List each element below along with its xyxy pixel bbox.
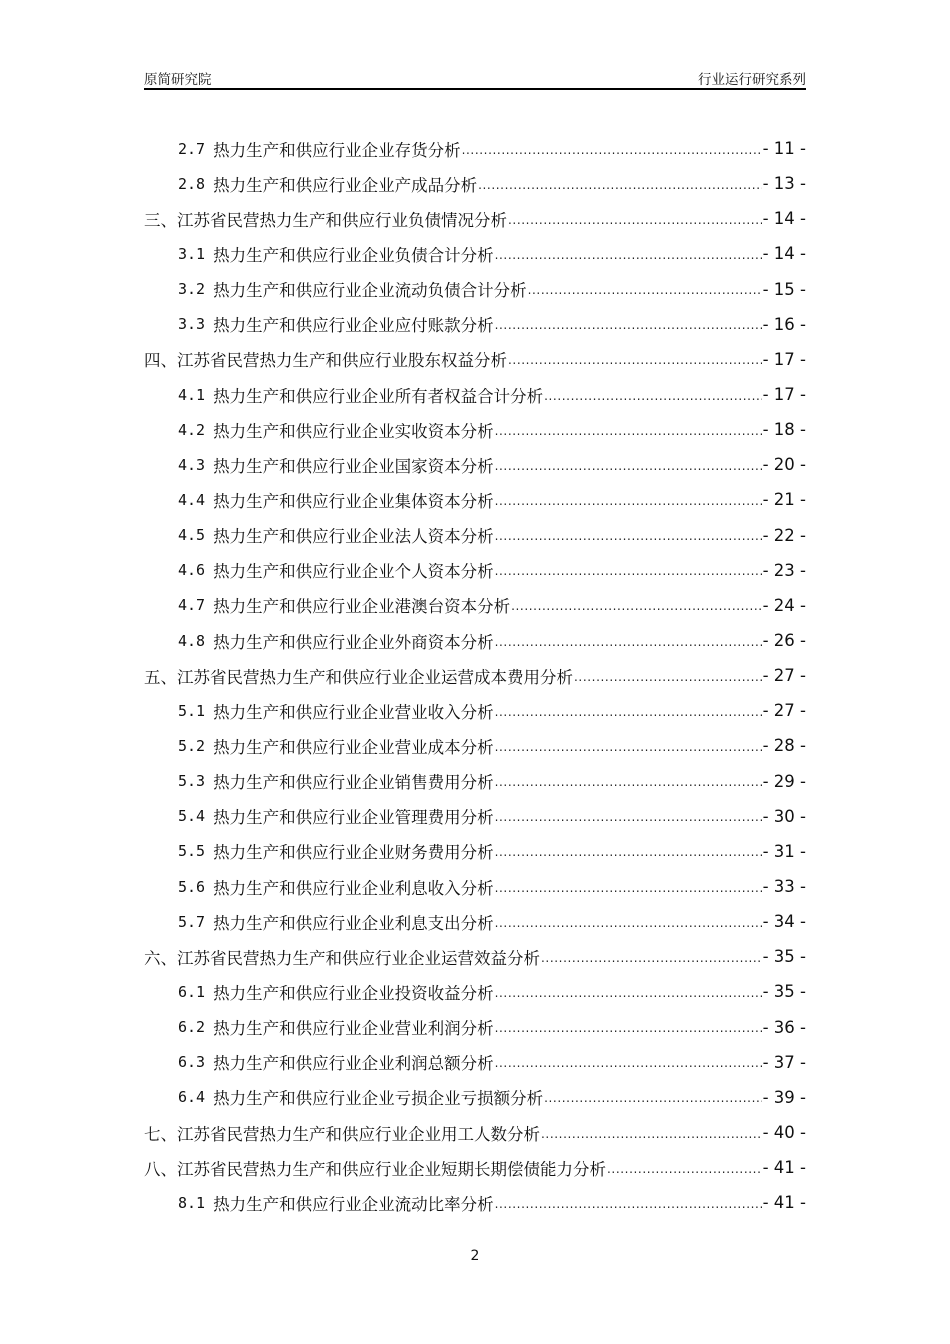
toc-entry-number: 6.1 [178, 982, 206, 1001]
header-divider [144, 88, 806, 90]
toc-entry[interactable] [144, 1080, 806, 1115]
toc-entry[interactable] [144, 131, 806, 166]
toc-entry-page: - 20 - [762, 455, 806, 475]
toc-entry-title: 四、江苏省民营热力生产和供应行业股东权益分析 [144, 351, 507, 371]
toc-entry-page: - 14 - [762, 209, 806, 229]
toc-entry-title: 热力生产和供应行业企业法人资本分析 [213, 527, 494, 547]
toc-entry[interactable] [144, 1185, 806, 1220]
toc-entry-number: 3.1 [178, 244, 206, 263]
toc-entry[interactable] [144, 201, 806, 236]
dot-leader [511, 595, 762, 615]
toc-entry-page: - 27 - [762, 666, 806, 686]
dot-leader [495, 420, 762, 440]
toc-entry-number: 2.7 [178, 139, 206, 158]
dot-leader [544, 385, 762, 405]
toc-entry[interactable] [144, 658, 806, 693]
dot-leader [495, 1052, 762, 1072]
toc-entry-number: 4.6 [178, 561, 206, 580]
dot-leader [495, 736, 762, 756]
toc-entry-title: 热力生产和供应行业企业负债合计分析 [213, 245, 494, 265]
toc-entry-page: - 30 - [762, 806, 806, 826]
toc-entry-number: 4.7 [178, 596, 206, 615]
toc-entry-page: - 14 - [762, 244, 806, 264]
toc-entry-title: 热力生产和供应行业企业所有者权益合计分析 [213, 386, 544, 406]
toc-entry-number: 4.3 [178, 455, 206, 474]
toc-entry-page: - 22 - [762, 525, 806, 545]
toc-entry-title: 五、江苏省民营热力生产和供应行业企业运营成本费用分析 [144, 667, 573, 687]
dot-leader [508, 349, 762, 369]
dot-leader [574, 666, 762, 686]
dot-leader [528, 279, 762, 299]
dot-leader [495, 806, 762, 826]
toc-entry-title: 热力生产和供应行业企业集体资本分析 [213, 491, 494, 511]
toc-entry-page: - 17 - [762, 385, 806, 405]
toc-entry-page: - 35 - [762, 982, 806, 1002]
toc-entry[interactable] [144, 412, 806, 447]
toc-entry-title: 热力生产和供应行业企业投资收益分析 [213, 983, 494, 1003]
toc-entry[interactable] [144, 1010, 806, 1045]
toc-entry-number: 3.2 [178, 280, 206, 299]
toc-entry[interactable] [144, 272, 806, 307]
toc-entry-page: - 15 - [762, 279, 806, 299]
toc-entry-title: 热力生产和供应行业企业存货分析 [213, 140, 461, 160]
toc-entry-number: 6.3 [178, 1053, 206, 1072]
toc-entry-number: 4.2 [178, 420, 206, 439]
dot-leader [495, 490, 762, 510]
toc-entry-number: 4.8 [178, 631, 206, 650]
toc-entry-page: - 29 - [762, 771, 806, 791]
toc-entry[interactable] [144, 553, 806, 588]
dot-leader [495, 771, 762, 791]
toc-entry-page: - 37 - [762, 1052, 806, 1072]
toc-entry-number: 4.4 [178, 490, 206, 509]
toc-entry-number: 5.6 [178, 877, 206, 896]
toc-entry[interactable] [144, 974, 806, 1009]
toc-entry-number: 6.2 [178, 1018, 206, 1037]
toc-entry[interactable] [144, 307, 806, 342]
dot-leader [495, 244, 762, 264]
toc-entry-number: 5.4 [178, 807, 206, 826]
dot-leader [607, 1158, 762, 1178]
toc-entry-title: 热力生产和供应行业企业亏损企业亏损额分析 [213, 1089, 544, 1109]
toc-entry[interactable] [144, 904, 806, 939]
toc-entry-page: - 33 - [762, 877, 806, 897]
page-header [144, 68, 806, 88]
toc-entry[interactable] [144, 166, 806, 201]
dot-leader [478, 174, 762, 194]
toc-entry-page: - 41 - [762, 1193, 806, 1213]
toc-entry-page: - 11 - [762, 139, 806, 159]
toc-entry[interactable] [144, 869, 806, 904]
dot-leader [495, 525, 762, 545]
dot-leader [508, 209, 762, 229]
dot-leader [495, 560, 762, 580]
toc-entry-title: 热力生产和供应行业企业财务费用分析 [213, 843, 494, 863]
page-number: 2 [470, 1248, 480, 1264]
toc-entry[interactable] [144, 518, 806, 553]
toc-entry-number: 5.7 [178, 912, 206, 931]
toc-entry[interactable] [144, 799, 806, 834]
toc-entry-number: 5.2 [178, 736, 206, 755]
toc-entry-title: 热力生产和供应行业企业外商资本分析 [213, 632, 494, 652]
toc-entry-number: 2.8 [178, 174, 206, 193]
toc-entry-title: 热力生产和供应行业企业国家资本分析 [213, 456, 494, 476]
toc-entry-title: 热力生产和供应行业企业营业利润分析 [213, 1019, 494, 1039]
toc-entry-page: - 39 - [762, 1087, 806, 1107]
toc-entry[interactable] [144, 447, 806, 482]
toc-entry-page: - 40 - [762, 1123, 806, 1142]
toc-entry-title: 六、江苏省民营热力生产和供应行业企业运营效益分析 [144, 948, 540, 968]
toc-entry-page: - 26 - [762, 631, 806, 651]
dot-leader [495, 1193, 762, 1213]
toc-entry-page: - 27 - [762, 701, 806, 721]
toc-entry-page: - 21 - [762, 490, 806, 510]
dot-leader [495, 1017, 762, 1037]
toc-entry-title: 热力生产和供应行业企业利息收入分析 [213, 878, 494, 898]
toc-entry-number: 4.1 [178, 385, 206, 404]
toc-entry[interactable] [144, 588, 806, 623]
toc-entry-title: 热力生产和供应行业企业销售费用分析 [213, 773, 494, 793]
toc-entry[interactable] [144, 728, 806, 763]
toc-entry-title: 七、江苏省民营热力生产和供应行业企业用工人数分析 [144, 1124, 540, 1144]
toc-entry[interactable] [144, 834, 806, 869]
header-series-title: 行业运行研究系列 [698, 72, 806, 88]
toc-entry[interactable] [144, 623, 806, 658]
toc-entry-title: 三、江苏省民营热力生产和供应行业负债情况分析 [144, 210, 507, 230]
toc-entry-number: 4.5 [178, 526, 206, 545]
dot-leader [541, 1123, 762, 1143]
toc-entry[interactable] [144, 377, 806, 412]
toc-entry-title: 热力生产和供应行业企业营业成本分析 [213, 737, 494, 757]
dot-leader [462, 139, 762, 159]
toc-entry[interactable] [144, 1045, 806, 1080]
dot-leader [495, 314, 762, 334]
toc-entry-page: - 18 - [762, 420, 806, 440]
toc-entry[interactable] [144, 693, 806, 728]
toc-entry-title: 热力生产和供应行业企业实收资本分析 [213, 421, 494, 441]
toc-entry-page: - 17 - [762, 349, 806, 369]
toc-entry-number: 6.4 [178, 1088, 206, 1107]
toc-entry-number: 8.1 [178, 1193, 206, 1212]
table-of-contents [144, 131, 806, 1220]
dot-leader [495, 877, 762, 897]
toc-entry[interactable] [144, 1150, 806, 1185]
toc-entry-page: - 28 - [762, 736, 806, 756]
header-organization: 原简研究院 [144, 72, 212, 88]
toc-entry-number: 5.1 [178, 701, 206, 720]
toc-entry-title: 热力生产和供应行业企业流动负债合计分析 [213, 281, 527, 301]
toc-entry-title: 热力生产和供应行业企业产成品分析 [213, 175, 478, 195]
toc-entry[interactable] [144, 482, 806, 517]
dot-leader [495, 455, 762, 475]
toc-entry-title: 热力生产和供应行业企业营业收入分析 [213, 702, 494, 722]
toc-entry-page: - 34 - [762, 912, 806, 932]
toc-entry[interactable] [144, 939, 806, 974]
toc-entry-page: - 24 - [762, 595, 806, 615]
toc-entry-title: 八、江苏省民营热力生产和供应行业企业短期长期偿债能力分析 [144, 1159, 606, 1179]
toc-entry-title: 热力生产和供应行业企业管理费用分析 [213, 808, 494, 828]
toc-entry-page: - 23 - [762, 560, 806, 580]
toc-entry-title: 热力生产和供应行业企业个人资本分析 [213, 562, 494, 582]
toc-entry-title: 热力生产和供应行业企业利息支出分析 [213, 913, 494, 933]
toc-entry-number: 5.5 [178, 842, 206, 861]
dot-leader [544, 1087, 762, 1107]
toc-entry-page: - 13 - [762, 174, 806, 194]
toc-entry-page: - 16 - [762, 314, 806, 334]
toc-entry-page: - 36 - [762, 1017, 806, 1037]
dot-leader [495, 841, 762, 861]
dot-leader [495, 912, 762, 932]
toc-entry-title: 热力生产和供应行业企业应付账款分析 [213, 316, 494, 336]
dot-leader [495, 982, 762, 1002]
toc-entry-title: 热力生产和供应行业企业港澳台资本分析 [213, 597, 511, 617]
toc-entry-number: 3.3 [178, 315, 206, 334]
toc-entry-page: - 41 - [762, 1158, 806, 1178]
dot-leader [495, 701, 762, 721]
toc-entry[interactable] [144, 1115, 806, 1150]
toc-entry-page: - 35 - [762, 947, 806, 967]
toc-entry[interactable] [144, 236, 806, 271]
toc-entry[interactable] [144, 764, 806, 799]
toc-entry-page: - 31 - [762, 841, 806, 861]
toc-entry-number: 5.3 [178, 772, 206, 791]
toc-entry-title: 热力生产和供应行业企业流动比率分析 [213, 1194, 494, 1214]
toc-entry[interactable] [144, 342, 806, 377]
dot-leader [495, 631, 762, 651]
toc-entry-title: 热力生产和供应行业企业利润总额分析 [213, 1054, 494, 1074]
dot-leader [541, 947, 762, 967]
